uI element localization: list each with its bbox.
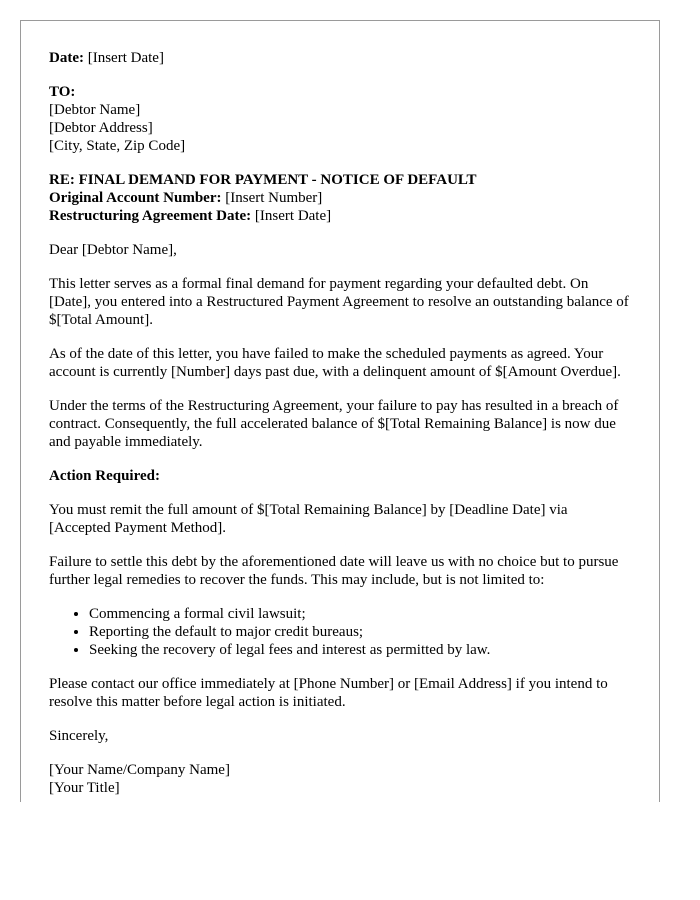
- legal-remedies-list: [49, 605, 631, 659]
- recipient-name: [Debtor Name]: [49, 102, 141, 118]
- action-paragraph: You must remit the full amount of $[Total Remaining Balance] by [Deadline Date] via [Accepted Payment Method].: [49, 502, 568, 536]
- list-item: • Reporting the default to major credit bureaus;: [89, 623, 631, 641]
- recipient-city: [City, State, Zip Code]: [49, 138, 186, 154]
- list-item: • Seeking the recovery of legal fees and interest as permitted by law.: [89, 641, 631, 659]
- body-paragraph: This letter serves as a formal final demand for payment regarding your defaulted debt. On [Date], you entered into a Restructured Payment Agreement to resolve an outstanding balance of $[Total Amount].: [49, 276, 629, 328]
- action-paragraph: Failure to settle this debt by the aforementioned date will leave us with no choice but to pursue further legal remedies to recover the funds. This may include, but is not limited to:: [49, 554, 619, 588]
- account-number-line: [49, 189, 631, 207]
- salutation: Dear [Debtor Name],: [49, 242, 177, 258]
- letter-subject: RE: FINAL DEMAND FOR PAYMENT - NOTICE OF DEFAULT: [49, 172, 477, 188]
- body-paragraph: Under the terms of the Restructuring Agreement, your failure to pay has resulted in a breach of contract. Consequently, the full accelerated balance of $[Total Remaining Balance] is now due and payable immediately.: [49, 398, 619, 450]
- agreement-date-line: [49, 207, 631, 225]
- signature-block: [49, 761, 631, 797]
- action-heading-text: Action Required:: [49, 468, 160, 484]
- list-item: • Commencing a formal civil lawsuit;: [89, 605, 631, 623]
- account-number-label: Original Account Number:: [49, 190, 222, 206]
- recipient-address: [Debtor Address]: [49, 120, 153, 136]
- action-heading: [49, 467, 631, 485]
- recipient-block: [49, 83, 631, 155]
- agreement-date-label: Restructuring Agreement Date:: [49, 208, 252, 224]
- date-label: Date:: [49, 50, 84, 66]
- date-line: [49, 49, 631, 67]
- letter-document: [20, 20, 660, 802]
- recipient-label: TO:: [49, 84, 76, 100]
- date-value: [Insert Date]: [87, 50, 164, 66]
- signature-title: [Your Title]: [49, 780, 120, 796]
- agreement-date-value: [Insert Date]: [254, 208, 332, 224]
- contact-paragraph: Please contact our office immediately at [Phone Number] or [Email Address] if you intend to resolve this matter before legal action is initiated.: [49, 676, 608, 710]
- body-paragraph: As of the date of this letter, you have failed to make the scheduled payments as agreed. Your account is currently [Number] days past due, with a delinquent amount of $[Amount Overdue].: [49, 346, 621, 380]
- signature-name: [Your Name/Company Name]: [49, 762, 230, 778]
- account-number-value: [Insert Number]: [225, 190, 323, 206]
- closing: Sincerely,: [49, 728, 109, 744]
- reference-block: [49, 171, 631, 225]
